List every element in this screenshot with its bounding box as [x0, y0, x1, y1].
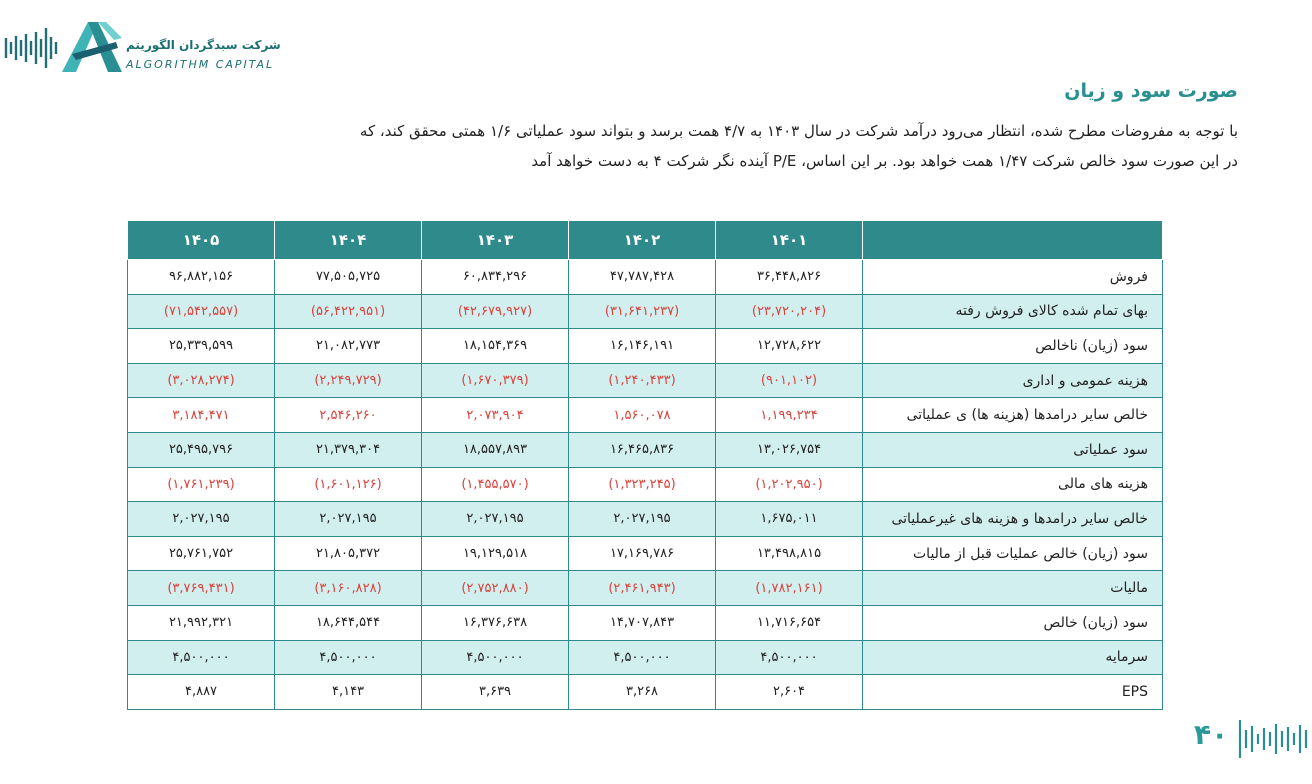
income-statement-table — [127, 220, 1163, 710]
table-cell: (۱,۷۶۱,۲۳۹) — [128, 467, 275, 502]
table-cell: (۲,۲۴۹,۷۲۹) — [275, 363, 422, 398]
table-cell: (۹۰۱,۱۰۲) — [716, 363, 863, 398]
table-cell: ۴,۸۸۷ — [128, 675, 275, 710]
table-cell: ۱۶,۳۷۶,۶۳۸ — [422, 605, 569, 640]
table-cell: ۲,۰۲۷,۱۹۵ — [275, 502, 422, 537]
table-row — [128, 363, 1163, 398]
table-cell: ۲۱,۸۰۵,۳۷۲ — [275, 536, 422, 571]
table-cell: (۱,۶۷۰,۳۷۹) — [422, 363, 569, 398]
table-cell: (۱,۴۵۵,۵۷۰) — [422, 467, 569, 502]
row-label: سود (زیان) خالص — [863, 605, 1163, 640]
table-row — [128, 605, 1163, 640]
table-header-row — [128, 221, 1163, 260]
row-label: سود (زیان) خالص عملیات قبل از مالیات — [863, 536, 1163, 571]
row-label: فروش — [863, 260, 1163, 295]
row-label: سود (زیان) ناخالص — [863, 329, 1163, 364]
table-row — [128, 640, 1163, 675]
table-cell: ۱۸,۶۴۴,۵۴۴ — [275, 605, 422, 640]
table-cell: ۲,۵۴۶,۲۶۰ — [275, 398, 422, 433]
table-cell: (۷۱,۵۴۲,۵۵۷) — [128, 294, 275, 329]
table-cell: (۳,۰۲۸,۲۷۴) — [128, 363, 275, 398]
table-cell: ۴۷,۷۸۷,۴۲۸ — [569, 260, 716, 295]
table-cell: (۲۳,۷۲۰,۲۰۴) — [716, 294, 863, 329]
table-cell: ۴,۱۴۳ — [275, 675, 422, 710]
table-cell: ۴,۵۰۰,۰۰۰ — [275, 640, 422, 675]
table-cell: (۴۲,۶۷۹,۹۲۷) — [422, 294, 569, 329]
table-row — [128, 329, 1163, 364]
table-row — [128, 502, 1163, 537]
brand-name-en: ALGORITHM CAPITAL — [126, 58, 275, 71]
table-row — [128, 571, 1163, 606]
table-cell: ۳,۶۳۹ — [422, 675, 569, 710]
table-row — [128, 675, 1163, 710]
table-cell: ۲,۰۲۷,۱۹۵ — [422, 502, 569, 537]
summary-line-2: در این صورت سود خالص شرکت ۱/۴۷ همت خواهد بود. بر این اساس، P/E آینده نگر شرکت ۴ به دست خواهد آمد — [531, 152, 1238, 170]
table-header-year: ۱۴۰۳ — [422, 221, 569, 260]
table-cell: ۲۱,۳۷۹,۳۰۴ — [275, 432, 422, 467]
table-cell: ۱,۵۶۰,۰۷۸ — [569, 398, 716, 433]
row-label: هزینه عمومی و اداری — [863, 363, 1163, 398]
page-number: ۴۰ — [1194, 718, 1229, 751]
table-cell: ۱۳,۰۲۶,۷۵۴ — [716, 432, 863, 467]
table-cell: ۲۵,۳۳۹,۵۹۹ — [128, 329, 275, 364]
summary-line-1: با توجه به مفروضات مطرح شده، انتظار می‌رود درآمد شرکت در سال ۱۴۰۳ به ۴/۷ همت برسد و بتواند سود عملیاتی ۱/۶ همتی محقق کند، که — [359, 122, 1238, 140]
table-cell: (۱,۳۲۳,۲۴۵) — [569, 467, 716, 502]
table-header-year: ۱۴۰۲ — [569, 221, 716, 260]
table-cell: ۱۶,۱۴۶,۱۹۱ — [569, 329, 716, 364]
table-cell: (۲,۷۵۲,۸۸۰) — [422, 571, 569, 606]
table-cell: ۹۶,۸۸۲,۱۵۶ — [128, 260, 275, 295]
table-cell: ۱۹,۱۲۹,۵۱۸ — [422, 536, 569, 571]
table-cell: ۱۴,۷۰۷,۸۴۳ — [569, 605, 716, 640]
table-row — [128, 536, 1163, 571]
soundwave-bars-icon — [4, 26, 60, 70]
table-cell: ۲,۰۲۷,۱۹۵ — [128, 502, 275, 537]
company-logo — [0, 18, 281, 78]
row-label: سرمایه — [863, 640, 1163, 675]
table-row — [128, 260, 1163, 295]
table-cell: (۱,۲۰۲,۹۵۰) — [716, 467, 863, 502]
section-title: صورت سود و زیان — [1064, 80, 1238, 102]
table-cell: ۲۱,۹۹۲,۳۲۱ — [128, 605, 275, 640]
soundwave-bars-icon — [1238, 716, 1310, 762]
table-row — [128, 432, 1163, 467]
row-label: سود عملیاتی — [863, 432, 1163, 467]
table-body — [128, 260, 1163, 710]
table-header-year: ۱۴۰۴ — [275, 221, 422, 260]
table-row — [128, 398, 1163, 433]
summary-paragraph — [48, 116, 1238, 176]
table-header-corner — [863, 221, 1163, 260]
brand-name-fa: شرکت سبدگردان الگوریتم — [126, 38, 281, 52]
table-cell: ۴,۵۰۰,۰۰۰ — [716, 640, 863, 675]
table-cell: ۲۱,۰۸۲,۷۷۳ — [275, 329, 422, 364]
table-cell: (۱,۲۴۰,۴۳۳) — [569, 363, 716, 398]
table-cell: ۳,۲۶۸ — [569, 675, 716, 710]
table-row — [128, 467, 1163, 502]
row-label: هزینه های مالی — [863, 467, 1163, 502]
table-cell: ۴,۵۰۰,۰۰۰ — [422, 640, 569, 675]
table-cell: (۳,۱۶۰,۸۲۸) — [275, 571, 422, 606]
row-label: خالص سایر درامدها و هزینه های غیرعملیاتی — [863, 502, 1163, 537]
table-cell: ۶۰,۸۳۴,۲۹۶ — [422, 260, 569, 295]
table-cell: ۷۷,۵۰۵,۷۲۵ — [275, 260, 422, 295]
table-cell: (۳,۷۶۹,۴۳۱) — [128, 571, 275, 606]
table-cell: ۲,۰۷۳,۹۰۴ — [422, 398, 569, 433]
table-cell: ۴,۵۰۰,۰۰۰ — [128, 640, 275, 675]
table-header-year: ۱۴۰۱ — [716, 221, 863, 260]
row-label: بهای تمام شده کالای فروش رفته — [863, 294, 1163, 329]
table-cell: (۵۶,۴۲۲,۹۵۱) — [275, 294, 422, 329]
table-cell: ۱۳,۴۹۸,۸۱۵ — [716, 536, 863, 571]
table-cell: (۳۱,۶۴۱,۲۳۷) — [569, 294, 716, 329]
table-cell: ۲,۶۰۴ — [716, 675, 863, 710]
table-cell: ۲۵,۴۹۵,۷۹۶ — [128, 432, 275, 467]
table-cell: ۴,۵۰۰,۰۰۰ — [569, 640, 716, 675]
table-cell: ۱,۱۹۹,۲۳۴ — [716, 398, 863, 433]
table-cell: (۱,۶۰۱,۱۲۶) — [275, 467, 422, 502]
table-cell: ۱۷,۱۶۹,۷۸۶ — [569, 536, 716, 571]
row-label: EPS — [863, 675, 1163, 710]
table-cell: ۱۸,۱۵۴,۳۶۹ — [422, 329, 569, 364]
table-cell: (۱,۷۸۲,۱۶۱) — [716, 571, 863, 606]
table-header-year: ۱۴۰۵ — [128, 221, 275, 260]
table-row — [128, 294, 1163, 329]
table-cell: ۱۸,۵۵۷,۸۹۳ — [422, 432, 569, 467]
table-cell: ۱۶,۴۶۵,۸۳۶ — [569, 432, 716, 467]
algorithm-a-logo-icon — [58, 20, 126, 74]
table-cell: ۲,۰۲۷,۱۹۵ — [569, 502, 716, 537]
table-cell: ۳,۱۸۴,۴۷۱ — [128, 398, 275, 433]
table-cell: ۱۲,۷۲۸,۶۲۲ — [716, 329, 863, 364]
table-cell: (۲,۴۶۱,۹۴۳) — [569, 571, 716, 606]
row-label: خالص سایر درامدها (هزینه ها) ی عملیاتی — [863, 398, 1163, 433]
row-label: مالیات — [863, 571, 1163, 606]
table-cell: ۱,۶۷۵,۰۱۱ — [716, 502, 863, 537]
table-cell: ۳۶,۴۴۸,۸۲۶ — [716, 260, 863, 295]
table-cell: ۲۵,۷۶۱,۷۵۲ — [128, 536, 275, 571]
table-cell: ۱۱,۷۱۶,۶۵۴ — [716, 605, 863, 640]
